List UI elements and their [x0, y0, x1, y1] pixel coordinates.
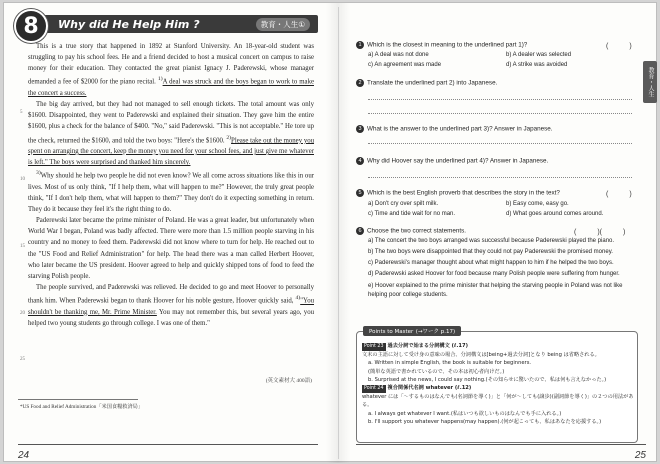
point-24-head: Point 24 複合関係代名詞 whatever (ℓ.12) [362, 384, 634, 393]
page-number-left: 24 [18, 450, 30, 461]
point-24-desc: whatever には「～するものはなんでも(名詞節を導く)」と「何が～しても(譲歩)(副詞節を導く)」の２つの用法がある。 [362, 394, 634, 409]
paragraph-5: The people survived, and Paderewski was relieved. He decided to go and meet Hoover to personally thank him. When Paderewski began to thank Hoover for his noble gesture, Hoover quickly said, $^{4)}$"You shouldn't be thanking me, Mr. Prime Minister. You may not remember this, but several years ago, you helped two young students go through college. I was one of them." [28, 284, 314, 327]
underline-2: Please take out the money you spent on arranging the concert, keep the money you need for your school fees, and just give me whatever is left." The boys were surprised and thanked him sincerely. [28, 136, 315, 167]
footnote: *US Food and Relief Administration「米国食糧救済局」 [20, 404, 144, 410]
point-24-example-b: b. I'll support you whatever happens(may happen).(何が起こっても、私はあなたを応援する。) [368, 418, 602, 425]
reading-passage [20, 41, 315, 362]
points-to-master-box [356, 331, 638, 443]
underline-4: "You shouldn't be thanking me, Mr. Prime Minister. [28, 297, 314, 316]
topic-tag: 教育・人生① [256, 18, 310, 31]
q5-option-c[interactable]: c) Time and tide wait for no man. [368, 211, 456, 217]
answer-bracket-1[interactable]: ( ) [606, 43, 632, 50]
q5-option-a[interactable]: a) Don't cry over spilt milk. [368, 201, 439, 207]
line-number-15: 15 [20, 244, 25, 249]
bottom-rule [18, 444, 318, 445]
question-6: 6 Choose the two correct statements. [356, 227, 636, 235]
side-tab: 教育・人生 [643, 61, 657, 103]
q1-option-d[interactable]: d) A strike was avoided [506, 62, 568, 68]
textbook-spread [3, 2, 657, 462]
point-23-example-b: b. Surprised at the news, I could say nothing.(その知らせに驚いたので、私は何も言えなかった。) [368, 376, 607, 383]
left-page [18, 9, 318, 459]
q1-option-c[interactable]: c) An agreement was made [368, 62, 442, 68]
footnote-rule [18, 399, 138, 400]
question-4: 4 Why did Hoover say the underlined part 4)? Answer in Japanese. [356, 157, 636, 165]
source-note: (英文素材大 400語) [265, 378, 312, 384]
points-body [362, 342, 634, 426]
lesson-number-badge: 8 [14, 9, 48, 43]
paragraph-4: Paderewski later became the prime minister of Poland. He was a great leader, but unfortunately when World War I began, Poland was badly affected. There were more than 1.5 million people starving in his country and no money to feed them. Paderewski did not know where to turn for help. He reached out to the "US Food and Relief Administration" for help. The head there was a man called Herbert Hoover, who later became the US president. Hoover agreed to help and quickly shipped tons of food to feed the starving Polish people. [28, 217, 314, 280]
q6-option-d[interactable]: d) Paderewski asked Hoover for food because many Polish people were suffering from hunger. [368, 271, 620, 277]
q1-option-b[interactable]: b) A dealer was selected [506, 52, 572, 58]
q6-option-a[interactable]: a) The concert the two boys arranged was successful because Paderewski played the piano. [368, 238, 615, 244]
question-1: 1 Which is the closest in meaning to the underlined part 1)? [356, 41, 636, 49]
point-23-desc: 文末の主語に対して受け身の意味の場合、分詞構文は[being+過去分詞]となり being は省略される。 [362, 352, 600, 359]
answer-bracket-6[interactable]: ( )( ) [574, 229, 626, 236]
gutter-line [338, 7, 339, 459]
q5-option-d[interactable]: d) What goes around comes around. [506, 211, 604, 217]
answer-line-2a[interactable] [368, 99, 632, 100]
paragraph-1: This is a true story that happened in 1892 at Stanford University. An 18-year-old student was struggling to pay his school fees. He and a friend decided to host a musical concert on campus to raise money for their education. They contacted the great pianist Ignacy J. Paderewski, whose manager demanded a fee of $2000 for the piano recital. $^{1)}$A deal was struck and the boys began to work to make the concert a success. [28, 43, 314, 97]
point-23-example-a-ja: (簡単な英語で書かれているので、その本は初心者向けだ。) [368, 368, 505, 375]
q6-option-c[interactable]: c) Paderewski's manager thought about what might happen to him if he helped the two boys. [368, 260, 614, 266]
bottom-rule-right [356, 444, 646, 445]
point-23-head: Point 23 過去分詞で始まる分詞構文 (ℓ.17) [362, 342, 634, 351]
answer-line-4[interactable] [368, 177, 632, 178]
line-number-10: 10 [20, 177, 25, 182]
lesson-title-bar [18, 13, 318, 39]
paragraph-3: $^{3)}$Why should he help two people he did not even know? We all come across situations like this in our lives. Most of us only think, "If I help them, what will happen to me?" However, the truly great people think, "If I don't help them, what will happen to them?" They don't do it expecting something in return. They do it because they feel it's the right thing to do. [28, 170, 314, 213]
point-23-example-a: a. Written in simple English, the book is suitable for beginners. [368, 360, 532, 367]
q1-option-a[interactable]: a) A deal was not done [368, 52, 429, 58]
answer-line-3[interactable] [368, 143, 632, 144]
right-page [356, 9, 654, 461]
underline-1: A deal was struck and the boys began to work to make the concert a success. [28, 78, 314, 97]
q6-option-e[interactable]: e) Hoover explained to the prime minister that helping the starving people in Poland was not like helping poor college students. [368, 283, 623, 298]
answer-bracket-5[interactable]: ( ) [606, 191, 632, 198]
point-24-example-a: a. I always get whatever I want.(私はいつも欲しいものはなんでも手に入れる。) [368, 410, 562, 417]
q5-option-b[interactable]: b) Easy come, easy go. [506, 201, 569, 207]
title-band [36, 15, 318, 33]
paragraph-2: The big day arrived, but they had not managed to sell enough tickets. The total amount was only $1600. Disappointed, they went to Paderewski and explained their situation. They gave him the entire $1600, plus a check for the balance of $400. "No," said Paderewski. "This is not acceptable." He tore up the check, returned the $1600, and told the two boys: "Here's the $1600. $^{2)}$Please take out the money you spent on arranging the concert, keep the money you need for your school fees, and just give me whatever is left." The boys were surprised and thanked him sincerely. [28, 101, 315, 167]
question-2: 2 Translate the underlined part 2) into Japanese. [356, 79, 636, 87]
page-number-right: 25 [634, 450, 646, 461]
line-number-5: 5 [20, 110, 23, 115]
answer-line-2b[interactable] [368, 113, 632, 114]
line-number-20: 20 [20, 311, 25, 316]
question-5: 5 Which is the best English proverb that describes the story in the text? [356, 189, 636, 197]
points-title: Points to Master (→ワーク p.17) [363, 326, 461, 336]
lesson-title: Why did He Help Him ? [58, 17, 200, 31]
q6-option-b[interactable]: b) The two boys were disappointed that they could not pay Paderewski the promised money. [368, 249, 613, 255]
line-number-25: 25 [20, 357, 25, 362]
question-3: 3 What is the answer to the underlined part 3)? Answer in Japanese. [356, 125, 636, 133]
